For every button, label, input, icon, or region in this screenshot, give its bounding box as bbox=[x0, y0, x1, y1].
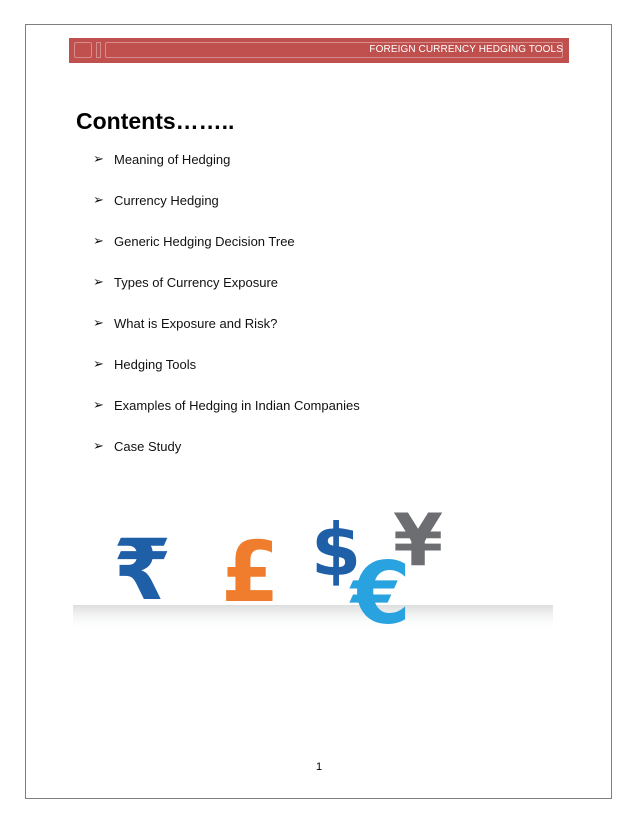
yen-icon: ¥ bbox=[393, 505, 444, 582]
arrow-bullet-icon: ➢ bbox=[93, 397, 104, 412]
euro-icon: € bbox=[351, 544, 411, 635]
list-item-label: Meaning of Hedging bbox=[114, 152, 231, 167]
arrow-bullet-icon: ➢ bbox=[93, 233, 104, 248]
arrow-bullet-icon: ➢ bbox=[93, 356, 104, 371]
list-item-label: Hedging Tools bbox=[114, 357, 197, 372]
header-decoration bbox=[96, 42, 101, 58]
arrow-bullet-icon: ➢ bbox=[93, 151, 104, 166]
rupee-icon: ₹ bbox=[113, 521, 172, 619]
arrow-bullet-icon: ➢ bbox=[93, 315, 104, 330]
dollar-icon: $ bbox=[311, 508, 362, 592]
contents-heading: Contents…….. bbox=[76, 108, 235, 134]
list-item-label: Types of Currency Exposure bbox=[114, 275, 279, 290]
list-item-label: Currency Hedging bbox=[114, 193, 219, 208]
arrow-bullet-icon: ➢ bbox=[93, 274, 104, 289]
header-decoration bbox=[74, 42, 92, 58]
currency-symbols-graphic bbox=[73, 505, 553, 635]
pound-icon: £ bbox=[221, 523, 280, 621]
page-number: 1 bbox=[315, 761, 323, 773]
list-item-label: Case Study bbox=[114, 439, 182, 454]
list-item-label: What is Exposure and Risk? bbox=[114, 316, 278, 331]
header-title: FOREIGN CURRENCY HEDGING TOOLS bbox=[369, 44, 563, 55]
header-bar bbox=[69, 38, 569, 63]
list-item-label: Generic Hedging Decision Tree bbox=[114, 234, 295, 249]
arrow-bullet-icon: ➢ bbox=[93, 192, 104, 207]
list-item-label: Examples of Hedging in Indian Companies bbox=[114, 398, 360, 413]
arrow-bullet-icon: ➢ bbox=[93, 438, 104, 453]
